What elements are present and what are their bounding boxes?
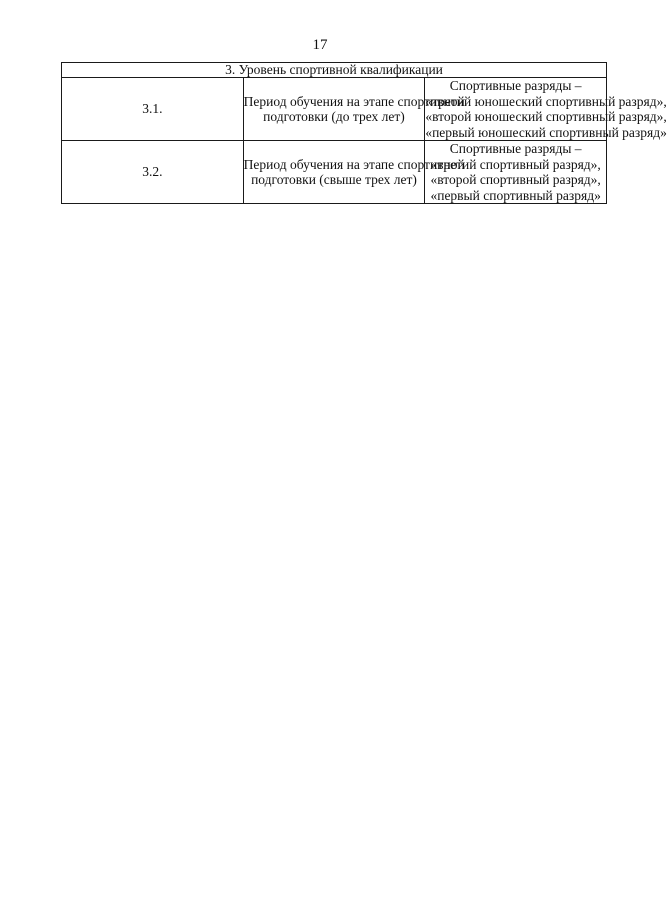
ranks-cell	[425, 141, 607, 204]
ranks-cell	[425, 78, 667, 141]
period-line: подготовки (свыше трех лет)	[251, 172, 417, 187]
period-line: Период обучения на этапе спортивной	[243, 93, 465, 109]
rank-line: «второй юношеский спортивный разряд»,	[425, 109, 667, 124]
rank-line: Спортивные разряды –	[449, 141, 582, 156]
rank-line: «третий спортивный разряд»,	[430, 156, 601, 172]
rank-line: «первый юношеский спортивный разряд»	[425, 124, 667, 140]
row-number: 3.1.	[62, 78, 244, 141]
rank-line: «второй спортивный разряд»,	[430, 172, 601, 187]
section-title: 3. Уровень спортивной квалификации	[62, 63, 607, 78]
table-row	[62, 141, 607, 204]
period-line: Период обучения на этапе спортивной	[243, 156, 465, 172]
rank-line: «третий юношеский спортивный разряд»,	[425, 93, 667, 109]
rank-line: «первый спортивный разряд»	[430, 187, 601, 203]
period-line: подготовки (до трех лет)	[263, 109, 405, 124]
period-cell	[243, 141, 465, 204]
period-cell	[243, 78, 465, 141]
rank-line: Спортивные разряды –	[449, 78, 582, 93]
row-number: 3.2.	[62, 141, 244, 204]
page-number: 17	[312, 37, 328, 53]
table-header-row	[62, 63, 607, 78]
table-row	[62, 78, 607, 141]
qualification-table	[61, 62, 667, 204]
